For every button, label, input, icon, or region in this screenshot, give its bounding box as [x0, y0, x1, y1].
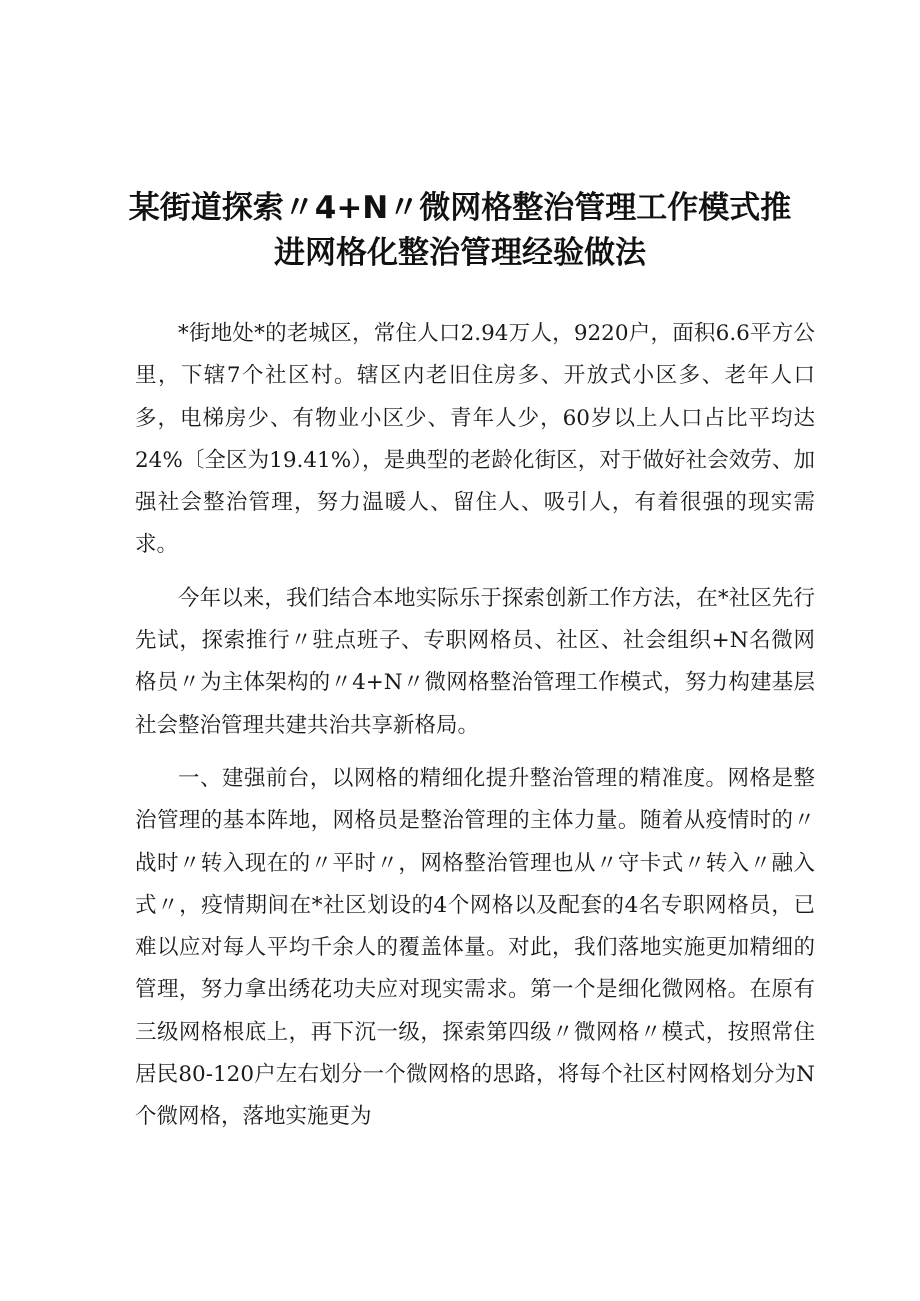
paragraph-1: *街地处*的老城区，常住人口2.94万人，9220户，面积6.6平方公里，下辖7个社区村。辖区内老旧住房多、开放式小区多、老年人口多，电梯房少、有物业小区少、青年人少，60岁以上人口占比平均达24%〔全区为19.41%），是典型的老龄化街区，对于做好社会效劳、加强社会整治管理，努力温暖人、留住人、吸引人，有着很强的现实需求。 — [135, 321, 815, 558]
title-line-2: 进网格化整治管理经验做法 — [274, 235, 646, 271]
paragraph-2: 今年以来，我们结合本地实际乐于探索创新工作方法，在*社区先行先试，探索推行〃驻点班子、专职网格员、社区、社会组织+N名微网格员〃为主体架构的〃4+N〃微网格整治管理工作模式，努力构建基层社会整治管理共建共治共享新格局。 — [135, 585, 815, 738]
paragraph-3: 一、建强前台，以网格的精细化提升整治管理的精准度。网格是整治管理的基本阵地，网格员是整治管理的主体力量。随着从疫情时的〃战时〃转入现在的〃平时〃，网格整治管理也从〃守卡式〃转入〃融入式〃，疫情期间在*社区划设的4个网格以及配套的4名专职网格员，已难以应对每人平均千余人的覆盖体量。对此，我们落地实施更加精细的管理，努力拿出绣花功夫应对现实需求。第一个是细化微网格。在原有三级网格根底上，再下沉一级，探索第四级〃微网格〃模式，按照常住居民80-120户左右划分一个微网格的思路，将每个社区村网格划分为N个微网格，落地实施更为 — [135, 765, 815, 1130]
document-body — [135, 313, 815, 1150]
title-line-1: 某街道探索〃4+N〃微网格整治管理工作模式推 — [128, 190, 792, 226]
document-title — [100, 186, 820, 276]
